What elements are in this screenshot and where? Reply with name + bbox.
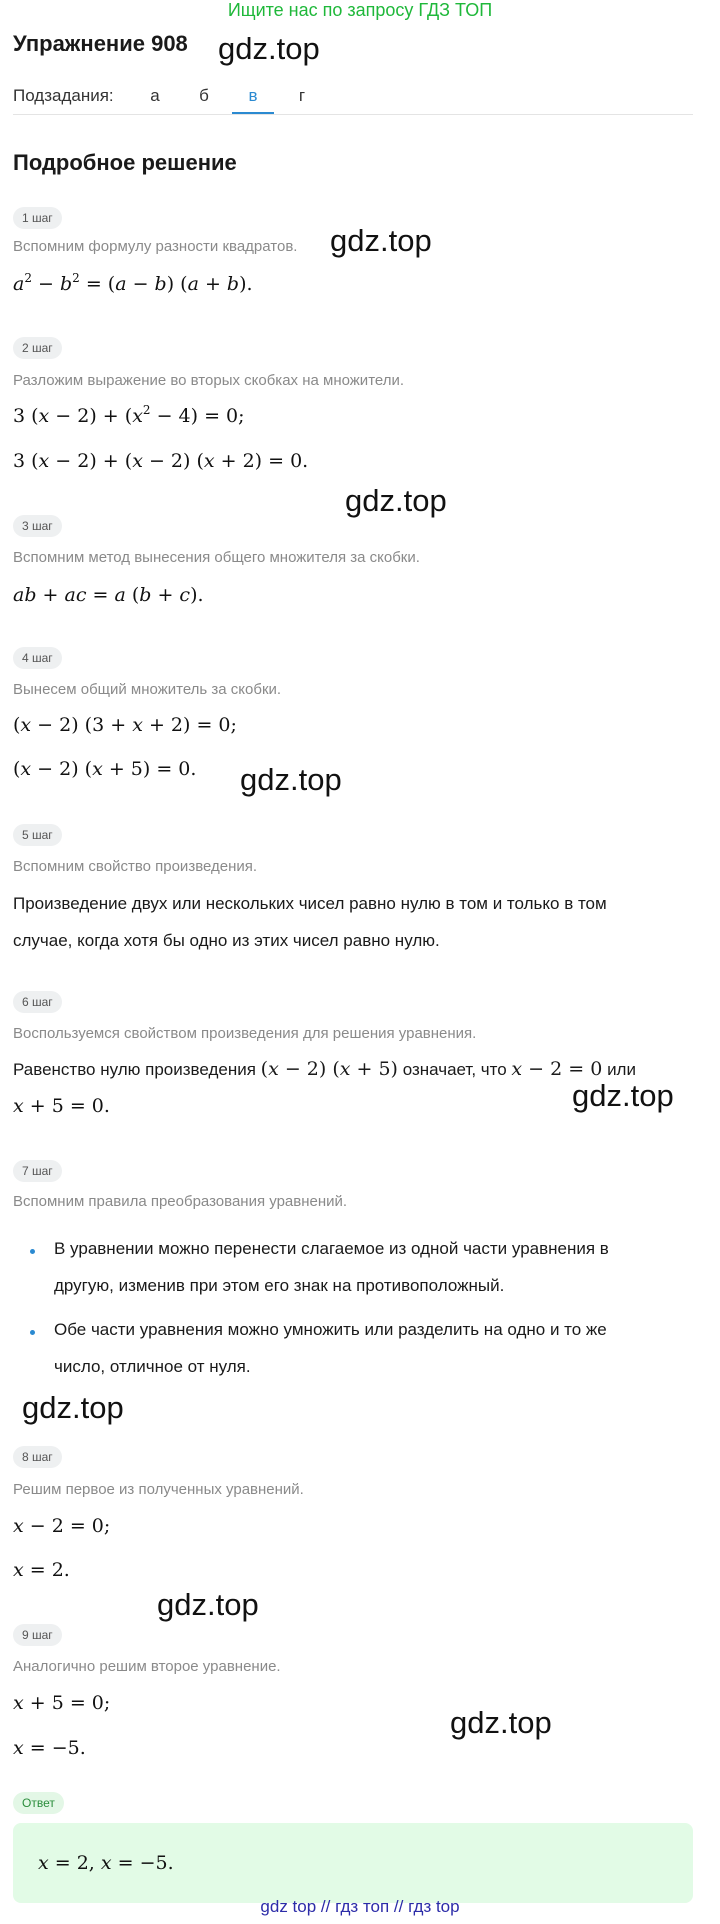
- step-8-formula-1: x − 2 = 0;: [13, 1515, 111, 1537]
- step-6-product: (x − 2) (x + 5): [260, 1058, 398, 1080]
- watermark: gdz.top: [450, 1705, 552, 1740]
- watermark: gdz.top: [345, 483, 447, 518]
- step-4-note: Вынесем общий множитель за скобки.: [13, 681, 282, 698]
- watermark: gdz.top: [240, 762, 342, 797]
- answer-formula: x = 2, x = −5.: [38, 1852, 174, 1874]
- step-6-text-a: Равенство нулю произведения: [13, 1060, 256, 1079]
- subtasks-label: Подзадания:: [13, 86, 114, 105]
- tab-g[interactable]: г: [298, 86, 306, 105]
- answer-badge: Ответ: [13, 1792, 64, 1814]
- tab-a[interactable]: а: [150, 86, 160, 105]
- step-8-badge: 8 шаг: [13, 1446, 62, 1468]
- step-1-note: Вспомним формулу разности квадратов.: [13, 238, 298, 255]
- rule-1-line-1: В уравнении можно перенести слагаемое из одной части уравнения в: [54, 1239, 609, 1258]
- watermark: gdz.top: [218, 31, 320, 66]
- step-2-formula-1: 3 $(x - 2) + (x^2 - 4) = 0$;: [13, 403, 245, 427]
- step-1-formula: $a^2 - b^2 = (a - b) (a + b)$.: [13, 271, 253, 295]
- active-tab-indicator: [232, 112, 274, 114]
- step-4-formula-2: (x − 2) (x + 5) = 0.: [13, 758, 197, 780]
- step-6-note: Воспользуемся свойством произведения для решения уравнения.: [13, 1025, 477, 1042]
- bullet-icon: [30, 1330, 35, 1335]
- step-7-note: Вспомним правила преобразования уравнений.: [13, 1193, 348, 1210]
- rule-2-line-2: число, отличное от нуля.: [54, 1357, 251, 1376]
- step-9-formula-1: x + 5 = 0;: [13, 1692, 111, 1714]
- solution-heading: Подробное решение: [13, 150, 237, 175]
- rule-1-line-2: другую, изменив при этом его знак на противоположный.: [54, 1276, 505, 1295]
- step-7-badge: 7 шаг: [13, 1160, 62, 1182]
- step-6-text: [13, 1058, 636, 1080]
- step-6-eq-1: x − 2 = 0: [511, 1058, 603, 1080]
- step-8-formula-2: x = 2.: [13, 1559, 70, 1581]
- watermark: gdz.top: [22, 1390, 124, 1425]
- watermark: gdz.top: [330, 223, 432, 258]
- step-9-badge: 9 шаг: [13, 1624, 62, 1646]
- step-5-text-line-2: случае, когда хотя бы одно из этих чисел равно нулю.: [13, 931, 440, 950]
- step-5-note: Вспомним свойство произведения.: [13, 858, 258, 875]
- step-9-note: Аналогично решим второе уравнение.: [13, 1658, 281, 1675]
- step-2-formula-2: 3 (x − 2) + (x − 2) (x + 2) = 0.: [13, 450, 309, 472]
- step-1-badge: 1 шаг: [13, 207, 62, 229]
- step-3-badge: 3 шаг: [13, 515, 62, 537]
- step-6-text-c: или: [607, 1060, 636, 1079]
- step-4-formula-1: (x − 2) (3 + x + 2) = 0;: [13, 714, 237, 736]
- tabs-divider: [13, 114, 693, 115]
- step-6-badge: 6 шаг: [13, 991, 62, 1013]
- step-6-eq-2: x + 5 = 0.: [13, 1095, 110, 1117]
- step-9-formula-2: x = −5.: [13, 1737, 86, 1759]
- page-title: Упражнение 908: [13, 31, 188, 56]
- step-5-badge: 5 шаг: [13, 824, 62, 846]
- tab-b[interactable]: б: [199, 86, 209, 105]
- search-banner: Ищите нас по запросу ГДЗ ТОП: [227, 0, 493, 20]
- watermark: gdz.top: [157, 1587, 259, 1622]
- step-3-formula: ab + ac = a (b + c).: [13, 584, 204, 606]
- bullet-icon: [30, 1249, 35, 1254]
- step-4-badge: 4 шаг: [13, 647, 62, 669]
- step-2-badge: 2 шаг: [13, 337, 62, 359]
- watermark: gdz.top: [572, 1078, 674, 1113]
- step-3-note: Вспомним метод вынесения общего множителя за скобки.: [13, 549, 420, 566]
- step-6-text-b: означает, что: [402, 1060, 507, 1079]
- tab-v[interactable]: в: [248, 86, 258, 105]
- step-2-note: Разложим выражение во вторых скобках на множители.: [13, 372, 405, 389]
- step-5-text-line-1: Произведение двух или нескольких чисел равно нулю в том и только в том: [13, 894, 607, 913]
- step-8-note: Решим первое из полученных уравнений.: [13, 1481, 304, 1498]
- footer-links: gdz top // гдз топ // гдз top: [260, 1897, 460, 1916]
- rule-2-line-1: Обе части уравнения можно умножить или разделить на одно и то же: [54, 1320, 607, 1339]
